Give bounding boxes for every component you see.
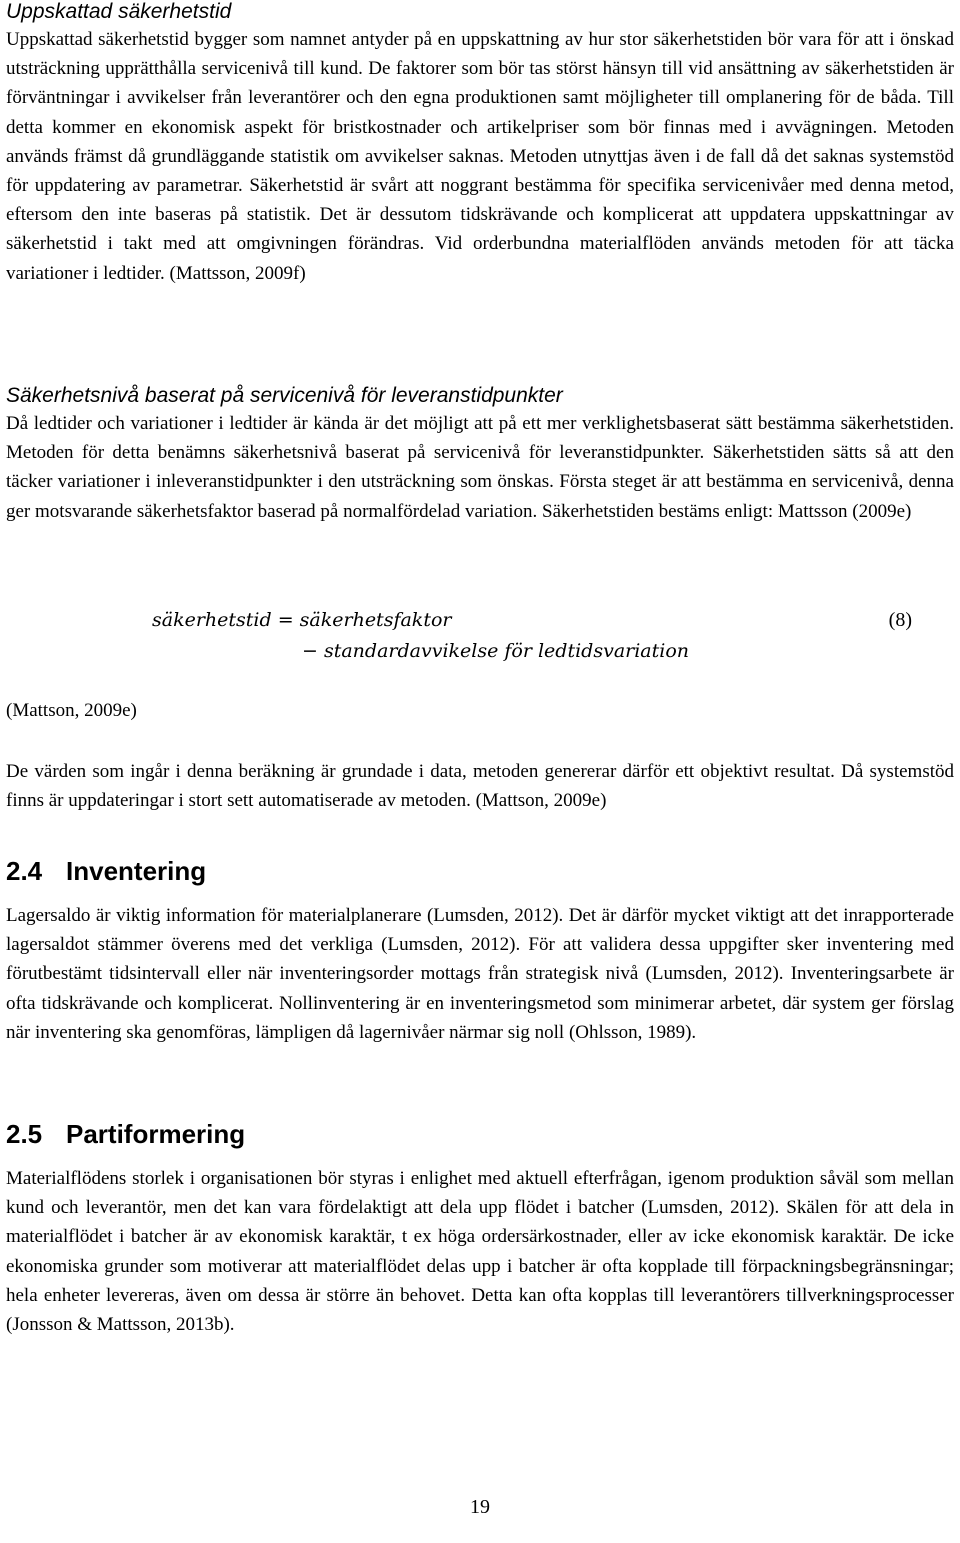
equation-line-1: säkerhetstid = säkerhetsfaktor bbox=[152, 609, 452, 631]
paragraph-after-equation: De värden som ingår i denna beräkning är grundade i data, metoden genererar därför ett objektivt resultat. Då systemstöd finns är uppdateringar i stort sett automatiserade av metoden. (Mattson, 2009e) bbox=[6, 761, 954, 812]
paragraph-partiformering: Materialflödens storlek i organisationen bör styras i enlighet med aktuell efterfrågan, igenom produktion såväl som mellan kund och leverantör, men det kan vara fördelaktigt att dela upp flödet i batcher (Lumsden, 2012). Skälen för att dela in materialflödet i batcher är av ekonomisk karaktär, t ex höga ordersärkostnader, eller av icke ekonomisk karaktär. De icke ekonomiska grunder som motiverar att materialflödet delas upp i batcher är ofta kopplade till förpackningsbegränsningar; hela enheter levereras, även om dessa är större än behovet. Detta kan ofta kopplas till leverantörers tillverkningsprocesser (Jonsson & Mattsson, 2013b). bbox=[6, 1168, 954, 1336]
page-number: 19 bbox=[470, 1496, 490, 1518]
paragraph-inventering: Lagersaldo är viktig information för materialplanerare (Lumsden, 2012). Det är därför mycket viktigt att det inrapporterade lagersaldot stämmer överens med det verkliga (Lumsden, 2012). För att validera dessa uppgifter sker inventering med förutbestämt tidsintervall eller när inventeringsorder mottags från strategisk nivå (Lumsden, 2012). Inventeringsarbete är ofta tidskrävande och komplicerat. Nollinventering är en inventeringsmetod som minimerar arbetet, där system ger förslag när inventering ska genomföras, lämpligen då lagernivåer närmar sig noll (Ohlsson, 1989). bbox=[6, 905, 954, 1043]
paragraph-uppskattad: Uppskattad säkerhetstid bygger som namnet antyder på en uppskattning av hur stor säkerhetstiden bör vara för att i önskad utsträckning upprätthålla servicenivå till kund. De faktorer som bör tas störst hänsyn till vid ansättning av säkerhetstiden är förväntningar i avvikelser från leverantörer och den egna produktionen samt möjligheter till omplanering för de båda. Till detta kommer en ekonomisk aspekt för bristkostnader och artikelpriser som bör finnas med i avvägningen. Metoden används främst då grundläggande statistik om avvikelser saknas. Metoden utnyttjas även i de fall då det saknas systemstöd för uppdatering av parametrar. Säkerhetstid är svårt att noggrant bestämma för specifika servicenivåer med denna metod, eftersom den inte baseras på statistik. Det är dessutom tidskrävande och komplicerat att uppdatera uppskattningar av säkerhetstid i takt med att omgivningen förändras. Vid orderbundna materialflöden används metoden för att täcka variationer i ledtider. (Mattsson, 2009f) bbox=[6, 29, 954, 284]
paragraph-servicenivå: Då ledtider och variationer i ledtider är kända är det möjligt att på ett mer verklighetsbaserat sätt bestämma säkerhetstiden. Metoden för detta benämns säkerhetsnivå baserat på servicenivå för leveranstidpunkter. Säkerhetstiden sätts så att den täcker variationer i inleveranstidpunkter i den utsträckning som önskas. Första steget är att bestämma en servicenivå, denna ger motsvarande säkerhetsfaktor baserad på normalfördelad variation. Säkerhetstiden bestäms enligt: Mattsson (2009e) bbox=[6, 413, 954, 522]
section-number: 2.5 bbox=[6, 1119, 43, 1149]
subheading-uppskattad-sakerhetstid: Uppskattad säkerhetstid bbox=[6, 0, 232, 23]
equation-8 bbox=[6, 609, 954, 639]
section-number: 2.4 bbox=[6, 856, 43, 886]
subheading-servicenivå: Säkerhetsnivå baserat på servicenivå för leveranstidpunkter bbox=[6, 384, 563, 407]
equation-citation: (Mattson, 2009e) bbox=[6, 700, 137, 721]
equation-8-continued bbox=[6, 640, 954, 670]
section-heading-2-5 bbox=[6, 1118, 245, 1150]
section-title: Inventering bbox=[66, 856, 207, 886]
equation-number: (8) bbox=[888, 609, 912, 631]
section-heading-2-4 bbox=[6, 855, 206, 887]
section-title: Partiformering bbox=[66, 1119, 246, 1149]
equation-line-2: − standardavvikelse för ledtidsvariation bbox=[302, 640, 690, 662]
